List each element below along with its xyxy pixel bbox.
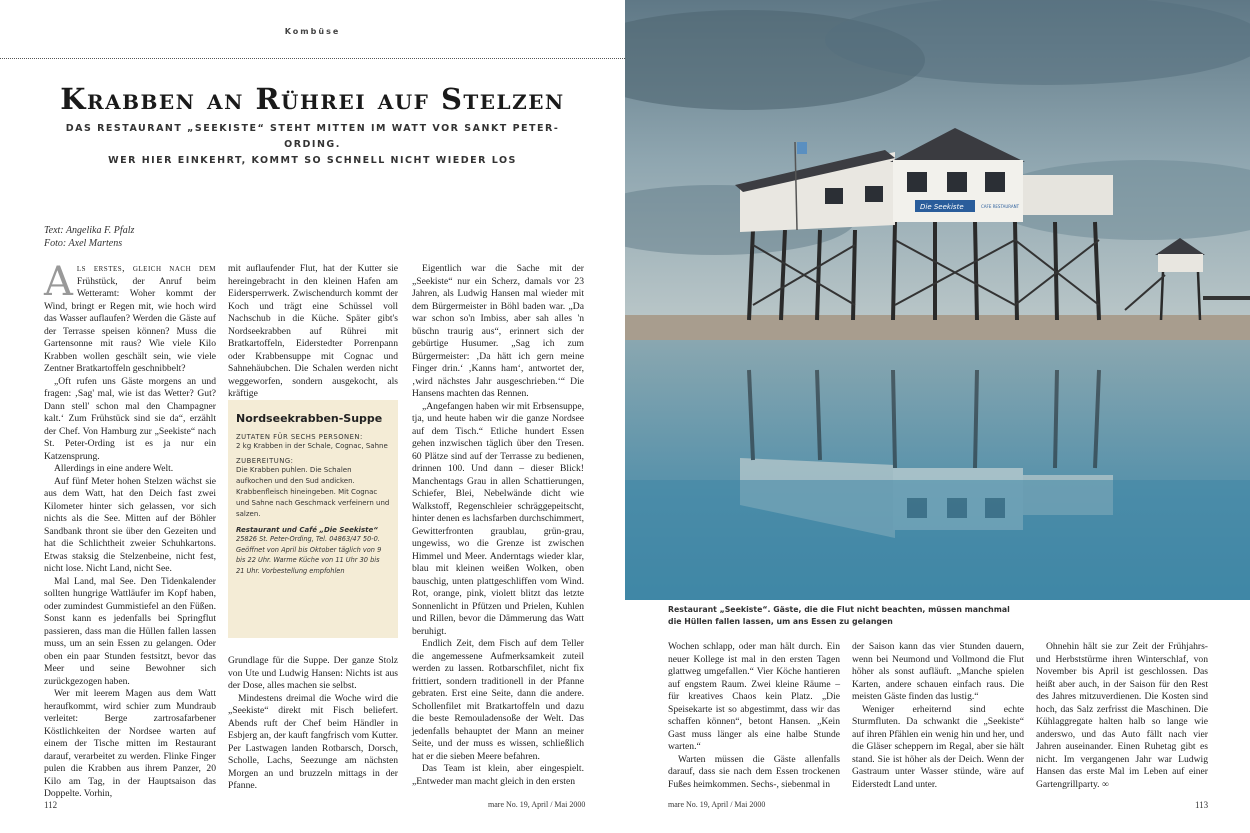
text-column-2-continued [228, 655, 398, 793]
article-headline: Krabben an Rührei auf Stelzen [60, 82, 565, 116]
footer-issue-left: mare No. 19, April / Mai 2000 [488, 800, 586, 809]
paragraph: Grundlage für die Suppe. Der ganze Stolz von Ute und Ludwig Hansen: Nichts ist aus der Dose, alles machen sie selbst. [228, 655, 398, 691]
paragraph-text: Ohnehin hält sie zur Zeit der Frühjahrs- und Herbststürme ihren Winterschlaf, von November bis April ist geschlossen. Das heißt aber auch, in der Saison für den Rest des Jahres mitzuverdienen. Die Kosten sind hoch, das Salz zerfrisst die Maschinen. Die Kühlaggregate halten halb so lange wie anderswo, und das Auto fällt nach vier Jahren auseinander. Einen Ruhetag gibt es nicht. Im vergangenen Jahr war Ludwig Hansen das erste Mal im Leben auf einer Gartengrillparty. [1036, 641, 1208, 790]
section-label: Kombüse [284, 27, 341, 36]
paragraph: Wochen schlapp, oder man hält durch. Ein neuer Kollege ist mal in den ersten Tagen glattweg umgefallen.“ Vier Köche hantieren auf engstem Raum. Zwei kleine Räume – für kreatives Chaos kein Platz. „Die Speisekarte ist so abgestimmt, dass wir das schaffen können“, betont Hansen. „Kein Gast muss länger als eine halbe Stunde warten.“ [668, 641, 840, 752]
preparation-label: ZUBEREITUNG: [236, 457, 294, 465]
ingredients-label: ZUTATEN FÜR SECHS PERSONEN: [236, 433, 363, 441]
paragraph: Weniger erheiternd sind echte Sturmfluten. Da schwankt die „Seekiste“ auf ihren Pfählen ein wenig hin und her, und die Gläser scheppern im Regal, aber sie hält stand. Sie ist höher als der Deich. Wenn der Gastraum unter Wasser stünde, wäre auf Eiderstedt Land unter. [852, 703, 1024, 790]
drop-cap: A [44, 259, 73, 305]
paragraph [1036, 641, 1208, 791]
photo-sign-2: CAFE RESTAURANT [981, 204, 1020, 209]
paragraph: Eigentlich war die Sache mit der „Seekiste“ nur ein Scherz, damals vor 23 Jahren, als Ludwig Hansen mal wieder mit dem Bürgermeister in Böhl baden war. „Da war schon so'n Imbiss, aber sah alles 'n büschn traurig aus“, erinnert sich der gebürtige Husumer. „Sag ich zum Bürgermeister: ‚Da hätt ich gern meine Finger drin.‘ ‚Kanns ham‘, antwortet der, ‚wird nächstes Jahr ausgeschrieben.‘“ Die Hansens machten das Rennen. [412, 263, 584, 399]
recipe-title: Nordseekrabben-Suppe [236, 412, 383, 425]
credits [44, 224, 134, 250]
page-number-left: 112 [44, 800, 58, 810]
paragraph: Mindestens dreimal die Woche wird die „Seekiste“ direkt mit Fisch beliefert. Abends ruft der Chef beim Händler in Esbjerg an, der kauft fangfrisch vom Kutter. Per Lastwagen landen Rotbarsch, Dorsch, Scholle, Lachs, Seezunge am nächsten Morgen an und bruzzeln mittags in der Pfanne. [228, 692, 398, 791]
restaurant-photo [625, 0, 1250, 600]
paragraph: Allerdings in eine andere Welt. [54, 463, 174, 474]
text-column-5 [852, 641, 1024, 791]
paragraph: Endlich Zeit, dem Fisch auf dem Teller die angemessene Aufmerksamkeit zuteil werden zu lassen. Rotbarschfilet, nicht fix frittiert, sondern traditionell in der Pfanne gebraten. Erst eine Seite, dann die andere. Schollenfilet mit Bratkartoffeln und dazu die beste Remouladensoße der Welt. Das jedenfalls behauptet der Mann an meiner Seite, und der muss es wissen, schließlich hat er die sieben Meere befahren. [412, 638, 584, 762]
paragraph: „Angefangen haben wir mit Erbsensuppe, tja, und heute haben wir die ganze Nordsee auf dem Tisch.“ Etliche hundert Essen gehen inzwischen täglich über den Tresen. 60 Plätze sind auf der Terrasse zu bedienen, drinnen 100. Und dann – dieser Blick! Manchentags Grau in allen Schattierungen, Schiefer, Blei, Nebelwände dicht wie Walkstoff, Regenschleier schräggepeitscht, hinter denen es lachsfarben durchschimmert, Gewitterfronten graublau, grün-grau, ungewiss, wo die Grenze ist zwischen Himmel und Meer. Anderntags wieder klar, blau mit kleinen weißen Wolken, oben bauschig, unten plattgeschliffen vom Wind. Rot, orange, pink, violett blitzt das letzte Sonnenlicht in Pfützen und Prielen, Kuhlen und Rillen, bevor die Dämmerung das Watt beruhigt. [412, 400, 584, 637]
footer-issue-right: mare No. 19, April / Mai 2000 [668, 800, 766, 809]
credit-text: Text: Angelika F. Pfalz [44, 225, 135, 236]
preparation-text: Die Krabben puhlen. Die Schalen aufkochen und den Sud andicken. Krabbenfleisch hineingeben. Mit Cognac und Sahne nach Geschmack verfeinern und salzen. [236, 466, 390, 518]
paragraph: Auf fünf Meter hohen Stelzen wächst sie aus dem Watt, hat den Deich fast zwei Kilometer hinter sich gelassen, vor sich nichts als die See. Mitten auf der Böhler Sandbank thront sie über den Gezeiten und hat die Schlichtheit zweier Schuhkartons. Etwas staksig die Stelzenbeine, nicht fest, nicht lose. Nicht Land, nicht See. [44, 475, 216, 574]
credit-photo: Foto: Axel Martens [44, 238, 123, 249]
text-column-6 [1036, 641, 1208, 791]
paragraph: Mal Land, mal See. Den Tidenkalender sollten hungrige Wattläufer im Kopf haben, oder zumindest Gummistiefel an den Füßen. Sonst kann es jedenfalls bei Springflut passieren, dass man die Hüllen fallen lassen muss, um an sein Essen zu gelangen. Oder oben ein paar Stunden festsitzt, bevor das Meer und seine Bewohner sich zurückgezogen haben. [44, 575, 216, 687]
paragraph: Warten müssen die Gäste allenfalls darauf, dass sie nach dem Essen trockenen Fußes heimkommen. Sechs-, siebenmal in [668, 753, 840, 790]
text-column-1 [44, 259, 216, 801]
restaurant-address: 25826 St. Peter-Ording, Tel. 04863/47 50-0. Geöffnet von April bis Oktober täglich von 9 bis 22 Uhr. Warme Küche von 11 Uhr 30 bis 21 Uhr. Vorbestellung empfohlen [236, 535, 382, 575]
paragraph [44, 259, 216, 376]
text-column-3 [412, 263, 584, 788]
paragraph: „Oft rufen uns Gäste morgens an und fragen: ‚Sag' mal, wie ist das Wetter? Gut? Dann stell' schon mal den Champagner kalt.‘ Zum Frühstück sind sie da“, erzählt der Chef. Von Hamburg zur „Seekiste“ nach St. Peter-Ording ist es ja nur ein Katzensprung. [44, 375, 216, 462]
subhead-line-2: WER HIER EINKEHRT, KOMMT SO SCHNELL NICHT WIEDER LOS [108, 155, 517, 166]
photo-sign: Die Seekiste [920, 203, 964, 211]
paragraph: mit auflaufender Flut, hat der Kutter sie hereingebracht in den kleinen Hafen am Eidersperrwerk. Zwischendurch kommt der Koch und trägt eine Schüssel voll Nachschub in die Küche. Später gibt's Nordseekrabben auf Rührei mit Bratkartoffeln, Eiderstedter Porrenpann oder Krabbensuppe mit Cognac und Sahnehäubchen. Die Schalen werden nicht weggeworfen, sondern ausgekocht, als kräftige [228, 263, 398, 399]
text-column-2 [228, 263, 398, 401]
lead-in: ls erstes, gleich nach dem [76, 263, 216, 274]
photo-caption [668, 604, 1238, 628]
paragraph: der Saison kann das vier Stunden dauern, wenn bei Neumond und Vollmond die Flut höher als sonst aufläuft. „Manche spielen Karten, andere schauen einfach raus. Die meisten Gäste finden das lustig.“ [852, 641, 1024, 702]
paragraph-text: Frühstück, der Anruf beim Wetteramt: Woher kommt der Wind, bringt er Regen mit, wie hoch wird das Wasser auflaufen? Werden die Gäste auf der Terrasse speisen können? Muss die Gartensonne mit raus? Wie viele Kilo Krabben wollen geschält sein, wie viele Zentner Bratkartoffeln geschnibbelt? [44, 275, 216, 374]
photo-illustration [625, 0, 1250, 600]
text-column-4 [668, 641, 840, 791]
restaurant-name: Restaurant und Café „Die Seekiste“ [236, 526, 378, 534]
paragraph: Wer mit leerem Magen aus dem Watt heraufkommt, wird schier zum Mundraub verleitet: Berge zartrosafarbener Köstlichkeiten der Nordsee warten auf einem der Tische mitten im Restaurant darauf, verarbeitet zu werden. Flinke Finger pulen die Krabben aus ihrem Panzer, 20 Kilo am Tag, in der Hauptsaison das Doppelte. Vorhin, [44, 688, 216, 799]
ingredients-text: 2 kg Krabben in der Schale, Cognac, Sahne [236, 442, 388, 450]
recipe-box [228, 400, 398, 638]
header-rule [0, 58, 625, 59]
subhead-line-1: DAS RESTAURANT „SEEKISTE“ STEHT MITTEN IM WATT VOR SANKT PETER-ORDING. [65, 123, 560, 150]
page-number-right: 113 [1195, 800, 1209, 810]
paragraph: Das Team ist klein, aber eingespielt. „Entweder man macht gleich in den ersten [412, 763, 584, 787]
article-subhead [60, 121, 565, 169]
caption-line-1: Restaurant „Seekiste“. Gäste, die die Flut nicht beachten, müssen manchmal [668, 605, 1010, 614]
caption-line-2: die Hüllen fallen lassen, um ans Essen zu gelangen [668, 617, 893, 626]
end-mark: ∞ [1101, 778, 1109, 790]
